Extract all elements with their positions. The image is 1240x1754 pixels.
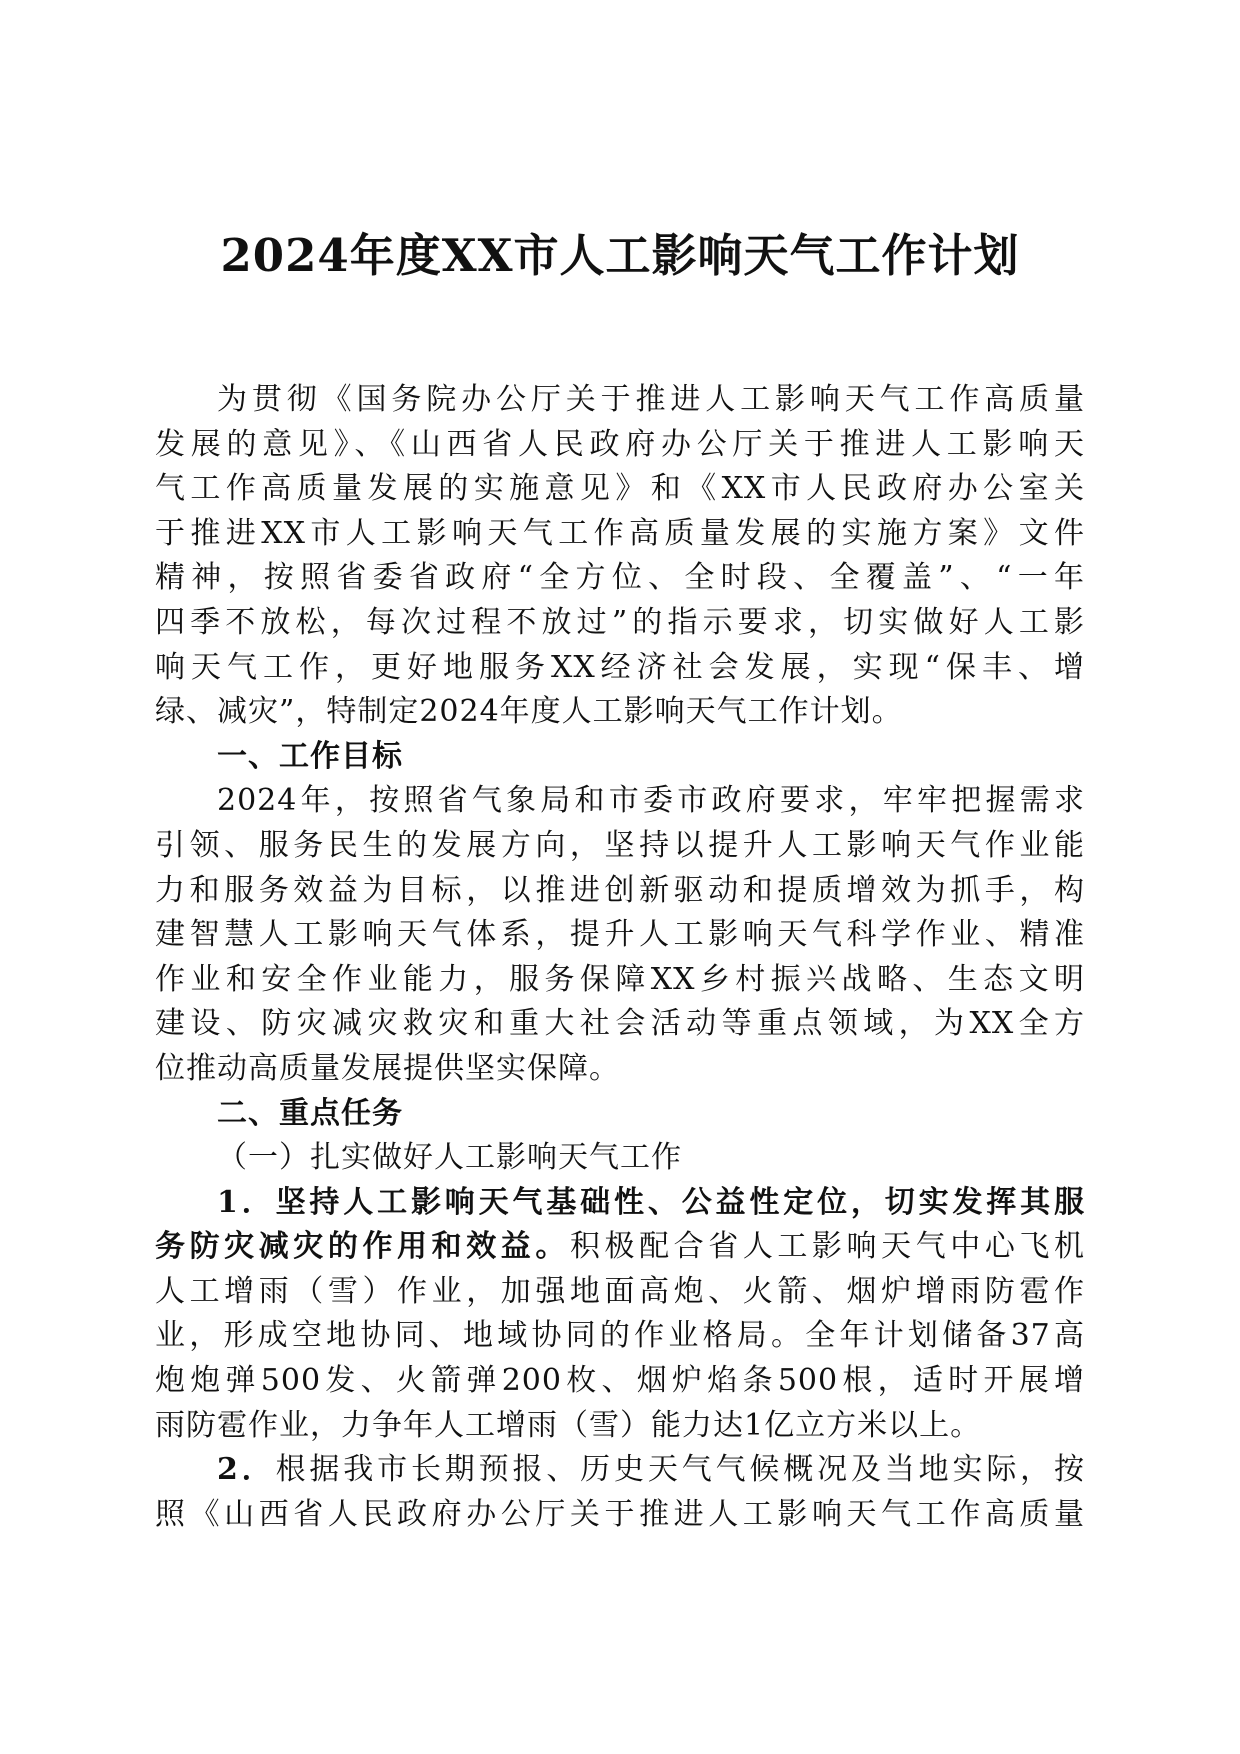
paragraph-line: 力和服务效益为目标，以推进创新驱动和提质增效为抓手，构 — [155, 872, 1085, 908]
paragraph-line: 四季不放松，每次过程不放过”的指示要求，切实做好人工影 — [155, 604, 1085, 640]
paragraph-line: 绿、减灾”，特制定2024年度人工影响天气工作计划。 — [155, 694, 903, 730]
section-heading: 二、重点任务 — [217, 1095, 403, 1131]
paragraph-run: 根据我市长期预报、历史天气气候概况及当地实际，按 — [275, 1452, 1086, 1488]
paragraph-run: 积极配合省人工影响天气中心飞机 — [569, 1229, 1086, 1265]
paragraph-line: 建设、防灾减灾救灾和重大社会活动等重点领域，为XX全方 — [155, 1006, 1085, 1042]
mixed-line — [155, 1448, 1085, 1493]
document-body — [155, 378, 1085, 1537]
paragraph-line: 人工增雨（雪）作业，加强地面高炮、火箭、烟炉增雨防雹作 — [155, 1273, 1085, 1309]
paragraph-line: 业，形成空地协同、地域协同的作业格局。全年计划储备37高 — [155, 1318, 1085, 1354]
bold-lead-tail: 务防灾减灾的作用和效益。 — [155, 1229, 570, 1265]
paragraph-line: 气工作高质量发展的实施意见》和《XX市人民政府办公室关 — [155, 471, 1085, 507]
paragraph-line: 照《山西省人民政府办公厅关于推进人工影响天气工作高质量 — [155, 1496, 1085, 1532]
paragraph-line: 为贯彻《国务院办公厅关于推进人工影响天气工作高质量 — [217, 382, 1085, 417]
paragraph-line: 精神，按照省委省政府“全方位、全时段、全覆盖”、“一年 — [155, 560, 1085, 596]
paragraph-line: 炮炮弹500发、火箭弹200枚、烟炉焰条500根，适时开展增 — [155, 1363, 1085, 1399]
document-title: 2024年度XX市人工影响天气工作计划 — [220, 229, 1020, 282]
bold-lead-line: 1．坚持人工影响天气基础性、公益性定位，切实发挥其服 — [217, 1184, 1085, 1220]
paragraph-line: 建智慧人工影响天气体系，提升人工影响天气科学作业、精准 — [155, 917, 1085, 953]
paragraph-line: 引领、服务民生的发展方向，坚持以提升人工影响天气作业能 — [155, 827, 1085, 863]
section-heading: 一、工作目标 — [217, 738, 403, 774]
subsection-heading: （一）扎实做好人工影响天气工作 — [217, 1140, 682, 1176]
paragraph-line: 位推动高质量发展提供坚实保障。 — [155, 1050, 620, 1086]
paragraph-line: 2024年，按照省气象局和市委市政府要求，牢牢把握需求 — [217, 783, 1085, 819]
paragraph-line: 响天气工作，更好地服务XX经济社会发展，实现“保丰、增 — [155, 649, 1085, 685]
mixed-line — [155, 1225, 1085, 1270]
paragraph-line: 雨防雹作业，力争年人工增雨（雪）能力达1亿立方米以上。 — [155, 1407, 982, 1443]
paragraph-line: 发展的意见》、《山西省人民政府办公厅关于推进人工影响天 — [155, 426, 1085, 462]
item-number: 2． — [217, 1452, 276, 1488]
paragraph-line: 于推进XX市人工影响天气工作高质量发展的实施方案》文件 — [155, 515, 1085, 551]
paragraph-line: 作业和安全作业能力，服务保障XX乡村振兴战略、生态文明 — [155, 961, 1085, 997]
